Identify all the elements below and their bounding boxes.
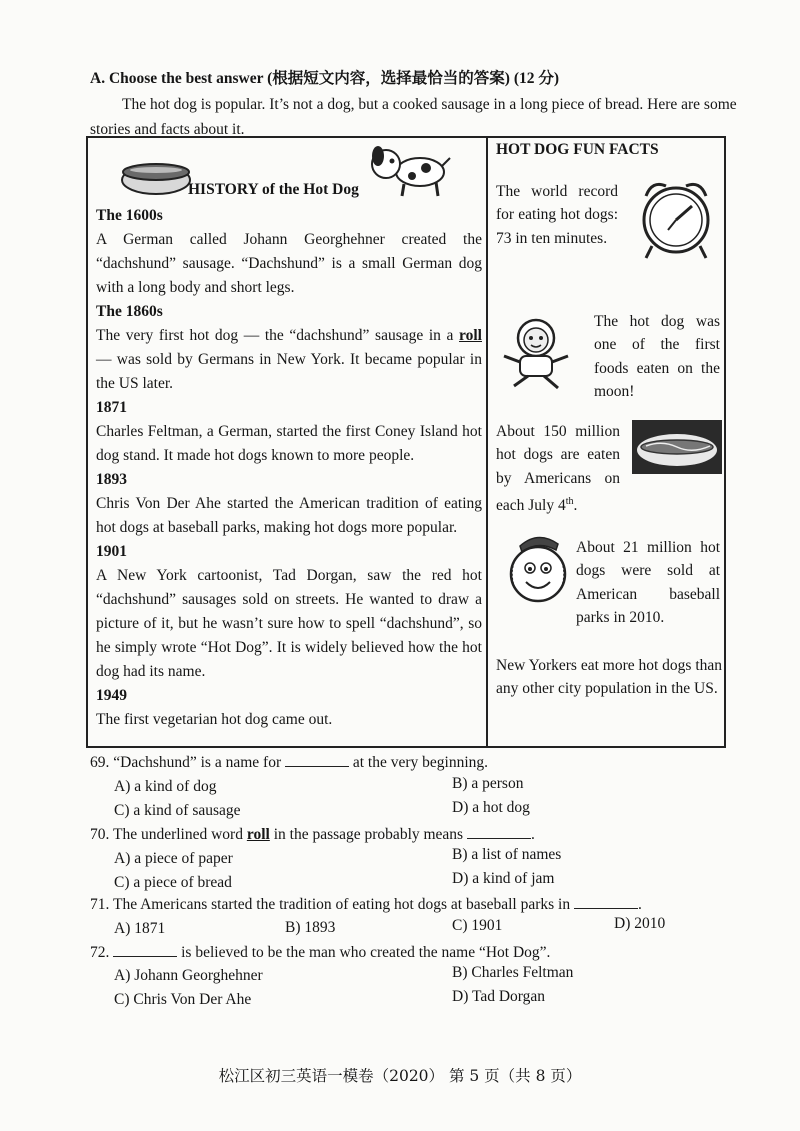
option-a: A) Johann Georghehner xyxy=(114,967,263,984)
option-c: C) Chris Von Der Ahe xyxy=(114,991,252,1008)
question-number: 69. xyxy=(90,754,110,771)
history-text-part: — was sold by Germans in New York. It became popular in the US later. xyxy=(96,351,482,392)
question-text: is believed to be the man who created the name “Hot Dog”. xyxy=(177,944,551,961)
option-c: C) 1901 xyxy=(452,917,503,934)
fun-facts-title: HOT DOG FUN FACTS xyxy=(496,141,659,158)
history-header xyxy=(96,146,482,204)
fact-text-part: . xyxy=(573,497,578,515)
fact-text: The world record for eating hot dogs: 73 in ten minutes. xyxy=(496,182,618,247)
question-number: 71. xyxy=(90,896,110,913)
fact-text xyxy=(496,420,620,518)
history-year: 1871 xyxy=(96,399,127,416)
history-text xyxy=(96,324,482,396)
fact-block xyxy=(496,180,722,298)
option-c: C) a kind of sausage xyxy=(114,802,241,819)
history-title: HISTORY of the Hot Dog xyxy=(188,181,359,198)
option-c: C) a piece of bread xyxy=(114,874,232,891)
fun-facts-column xyxy=(496,138,722,701)
question-70 xyxy=(90,824,535,844)
option-b: B) Charles Feltman xyxy=(452,964,574,981)
intro-paragraph: The hot dog is popular. It’s not a dog, but a cooked sausage in a long piece of bread. Here are some stories and facts about it. xyxy=(90,96,737,138)
history-year: 1893 xyxy=(96,471,127,488)
underlined-word-roll: roll xyxy=(246,826,270,843)
hot-dog-photo-icon xyxy=(632,420,722,476)
question-71 xyxy=(90,894,642,914)
fact-superscript: th xyxy=(565,496,574,507)
history-column xyxy=(96,146,482,732)
question-text: . xyxy=(637,896,642,913)
fact-block xyxy=(496,298,722,414)
history-text-part: The very first hot dog — the “dachshund” sausage in a xyxy=(96,327,460,344)
history-text: Chris Von Der Ahe started the American tradition of eating hot dogs at baseball parks, making hot dogs more popular. xyxy=(96,495,482,536)
question-number: 72. xyxy=(90,944,110,961)
option-a: A) a kind of dog xyxy=(114,778,217,795)
question-text: at the very beginning. xyxy=(348,754,489,771)
option-d: D) Tad Dorgan xyxy=(452,988,546,1005)
question-text: . xyxy=(530,826,535,843)
question-text: The underlined word xyxy=(112,826,247,843)
option-a: A) 1871 xyxy=(114,920,166,937)
hot-dog-icon xyxy=(120,150,192,198)
section-title-text: A. Choose the best answer (根据短文内容，选择最恰当的答案) xyxy=(90,70,510,87)
option-b: B) 1893 xyxy=(285,919,336,936)
option-d: D) 2010 xyxy=(614,915,666,932)
fact-text: New Yorkers eat more hot dogs than any other city population in the US. xyxy=(496,656,723,697)
option-d: D) a hot dog xyxy=(452,799,530,816)
dog-icon xyxy=(366,142,452,198)
history-year: 1901 xyxy=(96,543,127,560)
question-text: The Americans started the tradition of eating hot dogs at baseball parks in xyxy=(112,896,574,913)
fact-text-part: About 150 million hot dogs are eaten by Americans on each July 4 xyxy=(496,422,620,515)
history-text: Charles Feltman, a German, started the first Coney Island hot dog stand. It made hot dogs known to more people. xyxy=(96,423,482,464)
box-divider xyxy=(486,136,488,748)
answer-blank xyxy=(285,752,349,767)
underlined-word-roll: roll xyxy=(459,327,482,344)
astronaut-icon xyxy=(500,316,572,390)
answer-blank xyxy=(574,894,638,909)
page-footer: 松江区初三英语一模卷（2020） 第 5 页（共 8 页） xyxy=(218,1067,582,1085)
fact-block xyxy=(496,536,722,654)
baseball-icon xyxy=(502,532,572,610)
fact-text: The hot dog was one of the first foods eaten on the moon! xyxy=(594,312,720,400)
alarm-clock-icon xyxy=(636,174,718,264)
option-a: A) a piece of paper xyxy=(114,850,233,867)
history-year: 1949 xyxy=(96,687,127,704)
section-title xyxy=(90,66,559,88)
question-69 xyxy=(90,752,488,772)
history-text: The first vegetarian hot dog came out. xyxy=(96,711,333,728)
question-72 xyxy=(90,942,550,962)
option-b: B) a list of names xyxy=(452,846,562,863)
answer-blank xyxy=(467,824,531,839)
history-text: A German called Johann Georghehner created the “dachshund” sausage. “Dachshund” is a small German dog with a long body and short legs. xyxy=(96,231,482,296)
option-d: D) a kind of jam xyxy=(452,870,555,887)
history-year: The 1600s xyxy=(96,207,163,224)
answer-blank xyxy=(113,942,177,957)
option-b: B) a person xyxy=(452,775,524,792)
history-text: A New York cartoonist, Tad Dorgan, saw the red hot “dachshund” sausages sold on streets. He wanted to draw a picture of it, but he wasn’t sure how to spell “dachshund”, so he simply wrote “Hot Dog”. It is widely believed how the hot dog had its name. xyxy=(96,567,482,680)
fact-text: About 21 million hot dogs were sold at American baseball parks in 2010. xyxy=(576,538,720,626)
question-text: in the passage probably means xyxy=(269,826,467,843)
section-points: (12 分) xyxy=(513,70,560,87)
history-year: The 1860s xyxy=(96,303,163,320)
question-text: “Dachshund” is a name for xyxy=(113,754,285,771)
question-number: 70. xyxy=(90,826,110,843)
fact-block xyxy=(496,420,722,536)
